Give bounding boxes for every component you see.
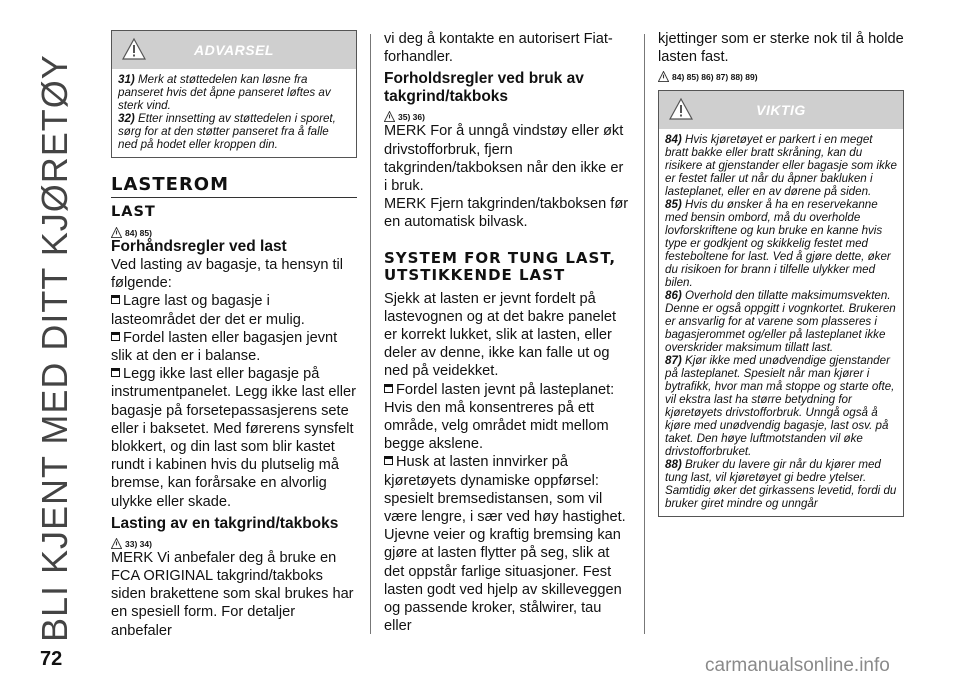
important-item-text: Hvis du ønsker å ha en reservekanne med bensin ombord, må du overholde lovforskriftene og kun bruke en kanne hvis type er godkjent og skikkelig festet med festeboltene for last. Ved å gjøre dette, øker du risikoen for brann i tilfelle ulykker med bilen. <box>665 198 891 290</box>
warning-box-header <box>112 31 356 69</box>
important-box-title: VIKTIG <box>756 102 806 119</box>
heading-lasting-takgrind: Lasting av en takgrind/takboks <box>111 514 339 532</box>
important-item <box>665 198 897 289</box>
bullet-item <box>111 365 357 511</box>
bullet-item <box>384 453 630 526</box>
column-2 <box>384 30 630 635</box>
important-item <box>665 458 897 510</box>
warning-box-body <box>112 69 356 157</box>
warning-triangle-icon <box>384 111 395 122</box>
warning-item-text: Merk at støttedelen kan løsne fra panseret hvis det åpne panseret løftes av sterk vind. <box>118 73 331 112</box>
bullet-icon <box>384 456 393 465</box>
important-item-number: 87) <box>665 354 682 368</box>
reference-numbers: 84) 85) 86) 87) 88) 89) <box>672 72 758 83</box>
important-item <box>665 354 897 458</box>
bullet-text: Legg ikke last eller bagasje på instrumentpanelet. Legg ikke last eller bagasje på forsetepassasjerens sete eller i baksetet. Med førerens synsfelt blokkert, og din last som blir kastet rundt i kabinen hvis du plutselig må bremse, kan forårsake en alvorlig ulykke eller skade. <box>111 366 356 510</box>
section-heading-lasterom: LASTEROM <box>111 166 357 198</box>
important-item-number: 84) <box>665 133 682 147</box>
column-3 <box>658 30 904 525</box>
warning-references <box>658 67 904 82</box>
warning-item-number: 32) <box>118 112 135 125</box>
warning-references <box>384 107 630 122</box>
bullet-item <box>111 329 357 365</box>
sidebar-section-title <box>34 22 74 642</box>
paragraph: Ved lasting av bagasje, ta hensyn til følgende: <box>111 257 344 292</box>
heading-forholdsregler-takgrind: Forholdsregler ved bruk av takgrind/takboks <box>384 70 584 106</box>
paragraph: vi deg å kontakte en autorisert Fiat-forhandler. <box>384 31 613 66</box>
watermark: carmanualsonline.info <box>705 655 890 676</box>
bullet-item <box>111 292 357 328</box>
sidebar-title-text: BLI KJENT MED DITT KJØRETØY <box>34 54 75 642</box>
paragraph: Sjekk at lasten er jevnt fordelt på lastevognen og at det bakre panelet er korrekt lukket, slik at lasten, eller deler av denne, ikke kan falle ut og ned på veidekket. <box>384 290 617 380</box>
bullet-item <box>384 381 630 454</box>
important-item-number: 86) <box>665 289 682 303</box>
warning-references <box>111 223 357 238</box>
paragraph: kjettinger som er sterke nok til å holde lasten fast. <box>658 31 904 66</box>
bullet-icon <box>111 332 120 341</box>
warning-item-number: 31) <box>118 73 135 86</box>
important-item-number: 85) <box>665 198 682 212</box>
important-box-viktig <box>658 90 904 517</box>
bullet-text: Husk at lasten innvirker på kjøretøyets dynamiske oppførsel: spesielt bremsedistansen, som vil være lengre, i sær ved høy hastighet. <box>384 454 626 526</box>
important-item <box>665 133 897 198</box>
warning-item <box>118 73 350 112</box>
warning-triangle-icon <box>111 227 122 238</box>
reference-numbers: 33) 34) <box>125 538 152 549</box>
warning-box-advarsel <box>111 30 357 158</box>
warning-triangle-icon <box>658 71 669 82</box>
bullet-text: Fordel lasten jevnt på lasteplanet: Hvis den må konsentreres på ett område, velg området midt mellom begge akslene. <box>384 381 615 453</box>
important-item-text: Kjør ikke med unødvendige gjenstander på lasteplanet. Spesielt når man kjører i bytrafikk, hvor man må stoppe og starte ofte, vil ekstra last ha større betydning for kjøretøyets drivstofforbruk. Unngå også å kjøre med unødvendig bagasje, last osv. på taket. Den høye luftmotstanden vil øke drivstofforbruket. <box>665 354 895 459</box>
reference-numbers: 84) 85) <box>125 228 152 238</box>
important-item-text: Hvis kjøretøyet er parkert i en meget bratt bakke eller bratt skråning, kan du risikere at gjenstander eller bagasje som ikke er festet faller ut når du åpner bakluken i lasteplanet, eller en av dørene på siden. <box>665 133 897 199</box>
paragraph: MERK For å unngå vindstøy eller økt drivstofforbruk, fjern takgrinden/takboksen når den ikke er i bruk. <box>384 123 624 195</box>
bullet-icon <box>111 295 120 304</box>
heading-forhandsregler: Forhåndsregler ved last <box>111 238 287 255</box>
subsection-heading-tung-last: SYSTEM FOR TUNG LAST, UTSTIKKENDE LAST <box>384 248 617 284</box>
warning-triangle-icon <box>111 538 122 549</box>
important-item <box>665 289 897 354</box>
important-item-text: Bruker du lavere gir når du kjører med tung last, vil kjøretøyet gi bedre ytelser. Samtidig øker det girkassens levetid, fordi du bruker giret mindre og unngår <box>665 458 897 511</box>
warning-item-text: Etter innsetting av støttedelen i sporet, sørg for at den støtter panseret fra å falle ned på hodet eller kroppen din. <box>118 112 336 151</box>
column-1 <box>111 30 357 640</box>
subsection-heading-last: LAST <box>111 204 156 220</box>
bullet-icon <box>384 384 393 393</box>
important-item-text: Overhold den tillatte maksimumsvekten. Denne er også oppgitt i vognkortet. Brukeren er ansvarlig for at varene som plasseres i bagasjerommet og/eller på lasteplanet ikke overskrider maksimum tillatt last. <box>665 289 896 355</box>
reference-numbers: 35) 36) <box>398 112 425 123</box>
paragraph: Ujevne veier og kraftig bremsing kan gjøre at lasten flytter på seg, slik at det oppstår farlige situasjoner. Fest lasten godt ved hjelp av skilleveggen og passende kroker, stålwirer, tau eller <box>384 527 622 635</box>
warning-item <box>118 112 350 151</box>
column-divider <box>644 34 645 634</box>
column-divider <box>370 34 371 634</box>
paragraph: MERK Vi anbefaler deg å bruke en FCA ORIGINAL takgrind/takboks siden brakettene som skal brukes har en spesiell form. For detaljer anbefaler <box>111 549 354 639</box>
bullet-text: Fordel lasten eller bagasjen jevnt slik at den er i balanse. <box>111 329 338 365</box>
page-number: 72 <box>40 648 63 670</box>
bullet-text: Lagre last og bagasje i lasteområdet der det er mulig. <box>111 293 305 328</box>
bullet-icon <box>111 368 120 377</box>
important-box-body <box>659 129 903 516</box>
important-item-number: 88) <box>665 458 682 472</box>
warning-box-title: ADVARSEL <box>194 42 274 58</box>
paragraph: MERK Fjern takgrinden/takboksen før en automatisk bilvask. <box>384 196 629 231</box>
important-box-header <box>659 91 903 129</box>
warning-references <box>111 534 357 549</box>
